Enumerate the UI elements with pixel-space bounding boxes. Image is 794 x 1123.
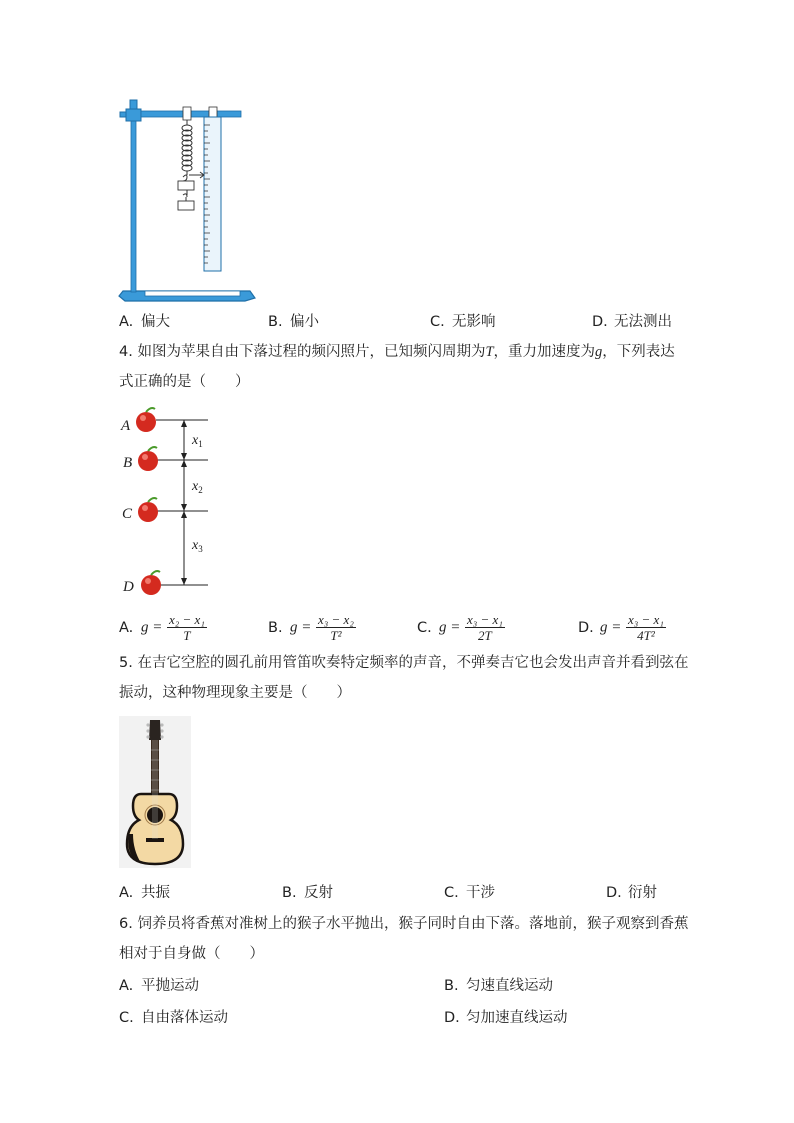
q4-stem-line2: 式正确的是（ ）	[119, 374, 250, 390]
q5-stem-line1: 5. 在吉它空腔的圆孔前用管笛吹奏特定频率的声音，不弹奏吉它也会发出声音并看到弦在	[119, 655, 689, 671]
x1-label: $x_1$	[192, 433, 203, 449]
apple-c-icon	[138, 498, 158, 522]
q6-option-a[interactable]: A. 平抛运动	[119, 978, 199, 994]
q3-option-b[interactable]: B. 偏小	[268, 314, 319, 330]
q3-option-a[interactable]: A. 偏大	[119, 314, 170, 330]
q4-option-a[interactable]: A. g = $\frac{\text{x₂ − x₁}}{T}$	[119, 612, 205, 643]
q3-option-d[interactable]: D. 无法测出	[592, 314, 672, 330]
apple-strobe-figure	[118, 403, 228, 601]
q5-stem-line2: 振动，这种物理现象主要是（ ）	[119, 685, 351, 701]
x3-label: $x_3$	[192, 538, 203, 554]
q4-stem-line1: 4. 如图为苹果自由下落过程的频闪照片，已知频闪周期为T，重力加速度为g，下列表达	[119, 344, 675, 360]
q6-stem-line1: 6. 饲养员将香蕉对准树上的猴子水平抛出，猴子同时自由下落。落地前，猴子观察到香蕉	[119, 916, 689, 932]
q6-option-c[interactable]: C. 自由落体运动	[119, 1010, 228, 1026]
apple-b-icon	[138, 447, 158, 471]
q4-option-b[interactable]: B. g = $\frac{\text{x₃ − x₂}}{\text{T²}}$	[268, 612, 354, 643]
x2-label: $x_2$	[192, 479, 203, 495]
q5-option-d[interactable]: D. 衍射	[606, 885, 657, 901]
apple-a-icon	[136, 408, 156, 432]
q4-option-c[interactable]: C. g = $\frac{\text{x₃ − x₁}}{2T}$	[417, 612, 503, 643]
q3-option-c[interactable]: C. 无影响	[430, 314, 496, 330]
spring-stand-figure	[115, 95, 260, 305]
q6-option-b[interactable]: B. 匀速直线运动	[444, 978, 553, 994]
point-b-label: B	[123, 455, 133, 471]
q6-stem-line2: 相对于自身做（ ）	[119, 946, 264, 962]
guitar-figure	[119, 716, 191, 868]
q5-option-a[interactable]: A. 共振	[119, 885, 170, 901]
q4-option-d[interactable]: D. g = $\frac{\text{x₃ − x₁}}{\text{4T²}}$	[578, 612, 664, 643]
q6-option-d[interactable]: D. 匀加速直线运动	[444, 1010, 568, 1026]
apple-d-icon	[141, 571, 161, 595]
point-c-label: C	[122, 506, 133, 522]
q5-option-b[interactable]: B. 反射	[282, 885, 333, 901]
q5-option-c[interactable]: C. 干涉	[444, 885, 495, 901]
point-d-label: D	[123, 579, 134, 595]
point-a-label: A	[121, 418, 131, 434]
